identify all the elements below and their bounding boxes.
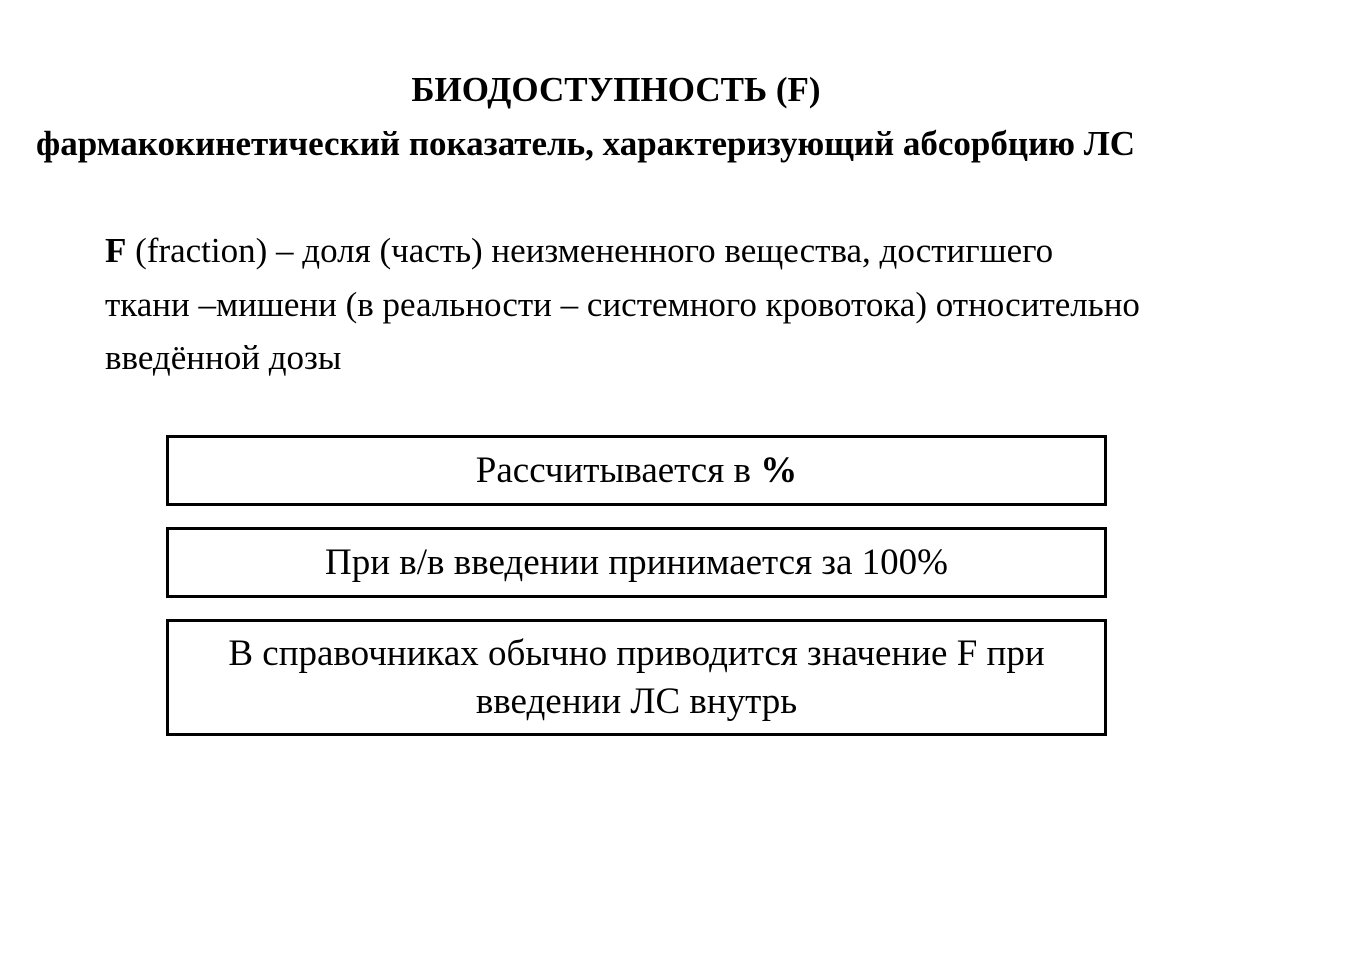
info-box-percent — [166, 435, 1107, 506]
page-subtitle: фармакокинетический показатель, характеризующий абсорбцию ЛС — [36, 124, 1136, 163]
definition-line-1 — [105, 224, 1245, 278]
info-box-reference-line-2: введении ЛС внутрь — [475, 680, 798, 722]
percent-sign: % — [760, 449, 798, 491]
definition-line-1-text: (fraction) – доля (часть) неизмененного вещества, достигшего — [126, 231, 1054, 270]
definition-term: F — [105, 231, 127, 270]
info-box-iv-text: При в/в введении принимается за 100% — [325, 541, 948, 583]
definition-line-3: введённой дозы — [105, 338, 342, 377]
definition-paragraph — [105, 224, 1245, 385]
page-title: БИОДОСТУПНОСТЬ (F) — [411, 70, 821, 109]
info-box-percent-label: Рассчитывается в — [475, 449, 761, 491]
info-box-iv — [166, 527, 1107, 598]
info-box-reference-line-1: В справочниках обычно приводится значение F при — [228, 632, 1045, 674]
info-box-percent-text — [476, 447, 797, 495]
definition-line-2: ткани –мишени (в реальности – системного кровотока) относительно — [105, 284, 1140, 324]
info-box-reference — [166, 619, 1107, 736]
